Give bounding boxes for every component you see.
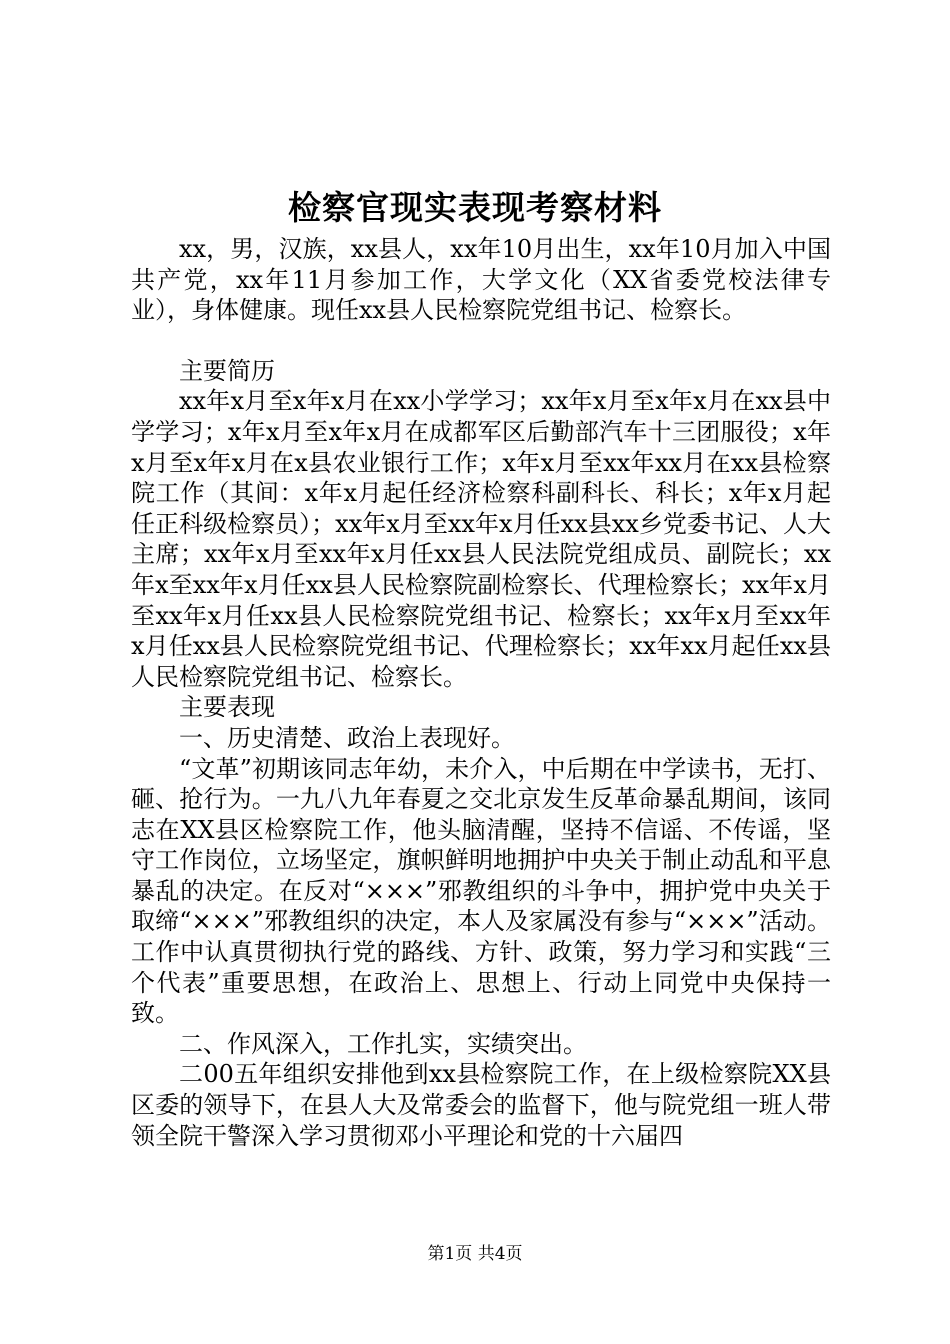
document-body	[131, 234, 831, 1151]
section-heading-performance: 主要表现	[179, 693, 275, 722]
subheading-work-style: 二、作风深入，工作扎实，实绩突出。	[179, 1029, 587, 1058]
intro-paragraph: xx，男，汉族，xx县人，xx年10月出生，xx年10月加入中国共产党，xx年11月参加工作，大学文化（XX省委党校法律专业），身体健康。现任xx县人民检察院党组书记、检察长。	[131, 235, 831, 325]
subheading-history: 一、历史清楚、政治上表现好。	[179, 723, 515, 752]
history-paragraph: “文革”初期该同志年幼，未介入，中后期在中学读书，无打、砸、抢行为。一九八九年春夏之交北京发生反革命暴乱期间，该同志在XX县区检察院工作，他头脑清醒，坚持不信谣、不传谣，坚守工作岗位，立场坚定，旗帜鲜明地拥护中央关于制止动乱和平息暴乱的决定。在反对“×××”邪教组织的斗争中，拥护党中央关于取缔“×××”邪教组织的决定，本人及家属没有参与“×××”活动。工作中认真贯彻执行党的路线、方针、政策，努力学习和实践“三个代表”重要思想，在政治上、思想上、行动上同党中央保持一致。	[131, 754, 831, 1028]
section-heading-resume: 主要简历	[179, 356, 275, 385]
resume-paragraph: xx年x月至x年x月在xx小学学习；xx年x月至x年x月在xx县中学学习；x年x月至x年x月在成都军区后勤部汽车十三团服役；x年x月至x年x月在x县农业银行工作；x年x月至xx年xx月在xx县检察院工作（其间：x年x月起任经济检察科副科长、科长；x年x月起任正科级检察员）；xx年x月至xx年x月任xx县xx乡党委书记、人大主席；xx年x月至xx年x月任xx县人民法院党组成员、副院长；xx年x至xx年x月任xx县人民检察院副检察长、代理检察长；xx年x月至xx年x月任xx县人民检察院党组书记、检察长；xx年x月至xx年x月任xx县人民检察院党组书记、代理检察长；xx年xx月起任xx县人民检察院党组书记、检察长。	[131, 387, 831, 691]
work-style-paragraph: 二00五年组织安排他到xx县检察院工作，在上级检察院XX县区委的领导下，在县人大及常委会的监督下，他与院党组一班人带领全院干警深入学习贯彻邓小平理论和党的十六届四	[131, 1060, 831, 1150]
document-title: 检察官现实表现考察材料	[288, 188, 662, 227]
page-footer: 第1页 共4页	[427, 1244, 523, 1264]
